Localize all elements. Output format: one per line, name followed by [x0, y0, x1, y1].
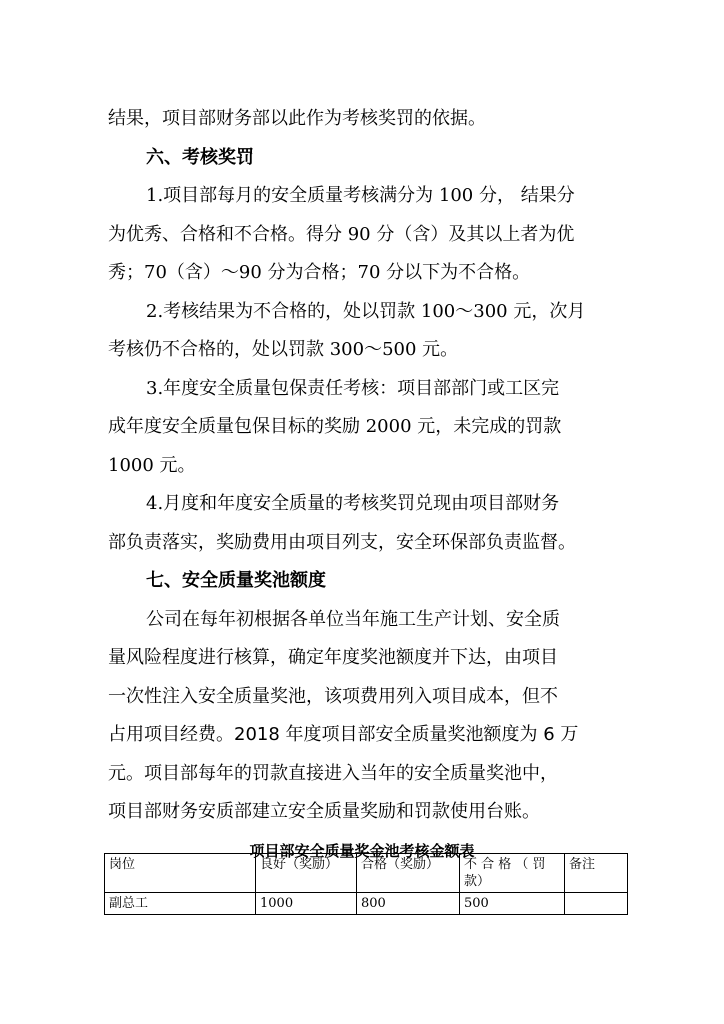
- document-body: [108, 100, 616, 862]
- cell-remarks: [565, 893, 628, 915]
- cell-pass: 800: [357, 893, 460, 915]
- text-line: 3.年度安全质量包保责任考核：项目部部门或工区完: [146, 377, 560, 399]
- text-line: 部负责落实，奖励费用由项目列支，安全环保部负责监督。: [108, 531, 576, 553]
- paragraph-intro: [108, 100, 616, 139]
- text-line: 元。项目部每年的罚款直接进入当年的安全质量奖池中，: [108, 762, 558, 784]
- text-line: 结果，项目部财务部以此作为考核奖罚的依据。: [108, 108, 486, 129]
- text-line: 1.项目部每月的安全质量考核满分为 100 分， 结果分: [146, 185, 575, 206]
- header-cell-good: 良好（奖励）: [256, 854, 357, 893]
- text-line: 1000 元。: [108, 454, 196, 476]
- text-line: 一次性注入安全质量奖池，该项费用列入项目成本，但不: [108, 685, 558, 707]
- cell-good: 1000: [256, 893, 357, 915]
- header-cell-remarks: 备注: [565, 854, 628, 893]
- text-line: 量风险程度进行核算，确定年度奖池额度并下达，由项目: [108, 647, 558, 668]
- header-cell-fail: 不 合 格 （ 罚 款）: [460, 854, 565, 893]
- header-cell-position: 岗位: [105, 854, 256, 893]
- assessment-table: [104, 853, 628, 915]
- header-cell-pass: 合格（奖励）: [357, 854, 460, 893]
- paragraph-item-3: [108, 370, 616, 486]
- paragraph-item-4: [108, 485, 616, 562]
- paragraph-item-1: [108, 177, 616, 293]
- section-heading-7: 七、安全质量奖池额度: [146, 570, 326, 591]
- text-line: 4.月度和年度安全质量的考核奖罚兑现由项目部财务: [146, 493, 560, 514]
- table-row: [105, 893, 628, 915]
- text-line: 2.考核结果为不合格的，处以罚款 100～300 元，次月: [146, 300, 586, 322]
- cell-fail: 500: [460, 893, 565, 915]
- cell-position: 副总工: [105, 893, 256, 915]
- text-line: 占用项目经费。2018 年度项目部安全质量奖池额度为 6 万: [108, 724, 579, 745]
- table-header-row: [105, 854, 628, 893]
- text-line: 考核仍不合格的，处以罚款 300～500 元。: [108, 339, 459, 360]
- section-heading-6: 六、考核奖罚: [146, 146, 254, 168]
- paragraph-item-2: [108, 293, 616, 370]
- paragraph-prize-pool: [108, 601, 616, 832]
- text-line: 为优秀、合格和不合格。得分 90 分（含）及其以上者为优: [108, 223, 575, 245]
- table-title: 项目部安全质量奖金池考核金额表: [249, 841, 475, 860]
- text-line: 成年度安全质量包保目标的奖励 2000 元，未完成的罚款: [108, 416, 562, 437]
- text-line: 项目部财务安质部建立安全质量奖励和罚款使用台账。: [108, 801, 540, 822]
- text-line: 公司在每年初根据各单位当年施工生产计划、安全质: [146, 608, 560, 630]
- text-line: 秀；70（含）～90 分为合格；70 分以下为不合格。: [108, 262, 531, 283]
